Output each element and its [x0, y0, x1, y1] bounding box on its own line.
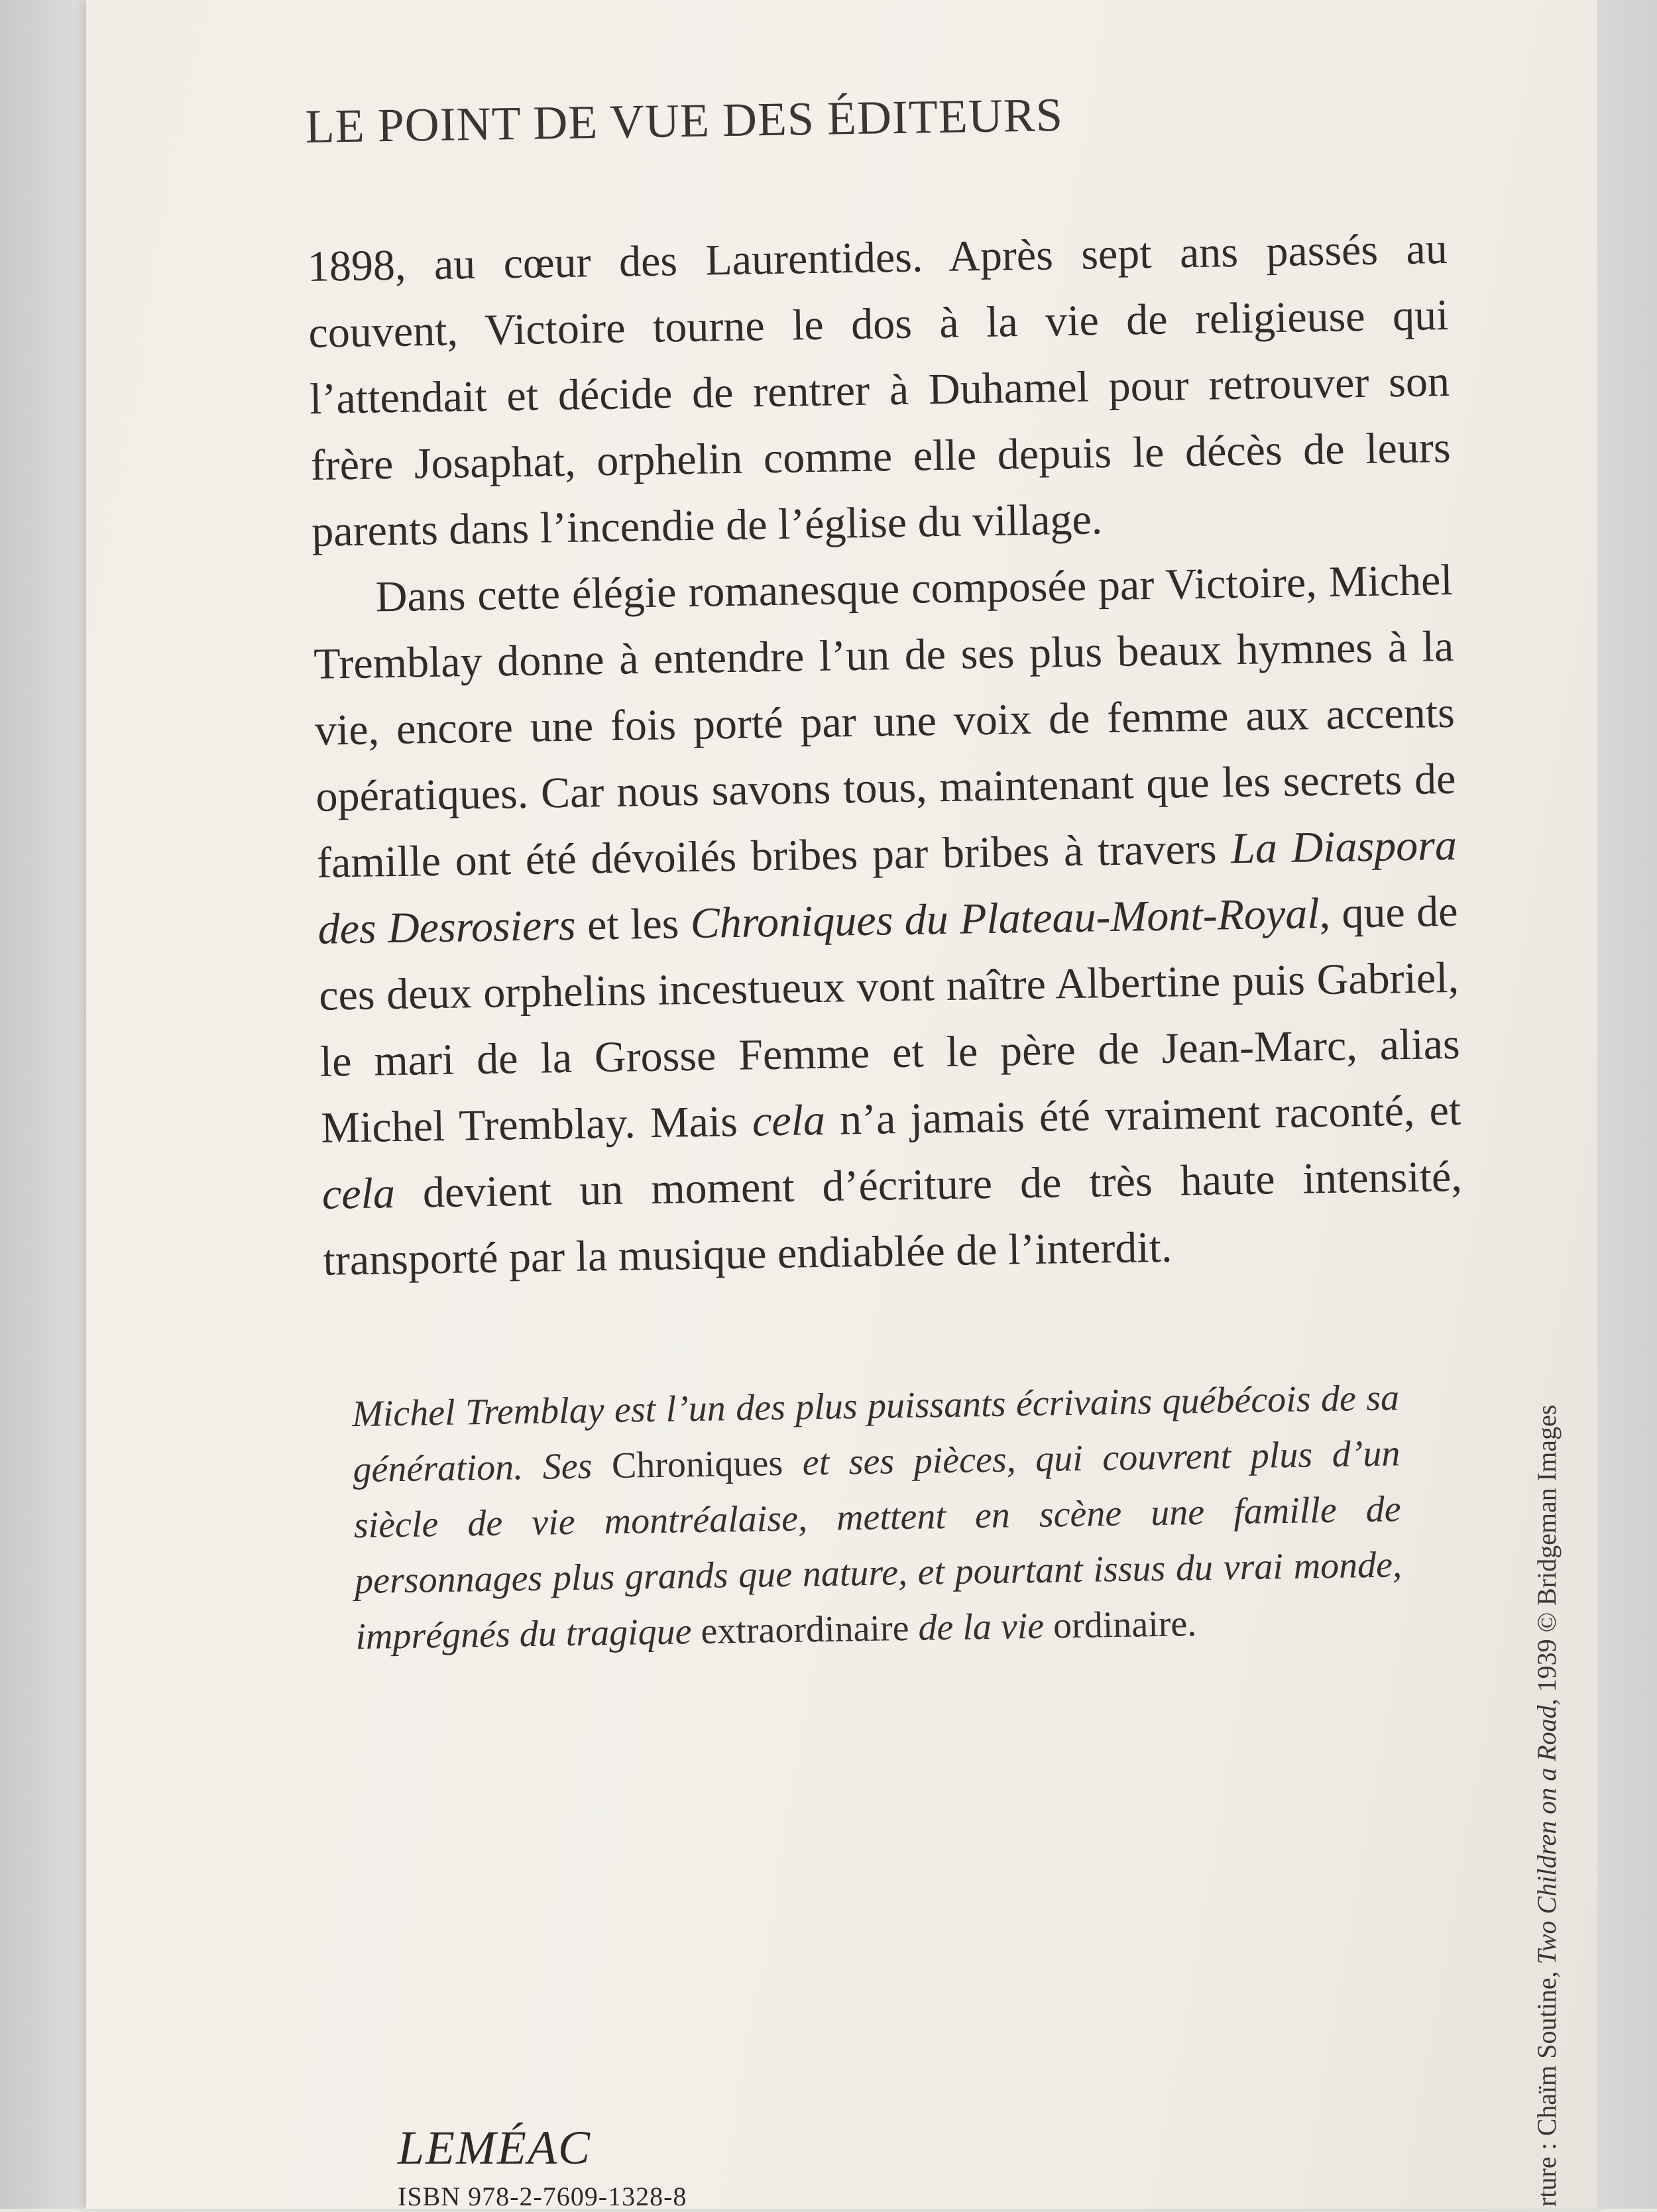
author-bio-ordinaire: ordinaire. [1053, 1603, 1197, 1647]
emphasis-cela-2: cela [321, 1169, 396, 1219]
credit-text-1: rture : Chaïm Soutine, [1532, 1964, 1562, 2207]
section-heading: LE POINT DE VUE DES ÉDITEURS [305, 88, 1064, 153]
publisher-block [398, 2121, 687, 2212]
synopsis-paragraph-2 [312, 547, 1463, 1294]
author-bio-text-3: de la vie [908, 1605, 1054, 1649]
publisher-logo: LEMÉAC [398, 2121, 591, 2174]
cover-text-block [305, 82, 1469, 1665]
emphasis-cela-1: cela [752, 1095, 826, 1146]
synopsis-paragraph-1: 1898, au cœur des Laurentides. Après sept ans passés au couvent, Victoire tourne le dos à la vie de religieuse qui l’attendait et décide de rentrer à Duhamel pour retrouver son frère Josaphat, orphelin comme elle depuis le décès de leurs parents dans l’incendie de l’église du village. [307, 224, 1452, 556]
background-right [1597, 0, 1657, 2209]
isbn-number: ISBN 978-2-7609-1328-8 [398, 2182, 687, 2211]
author-bio-text-1: Michel Tremblay est l’un des plus puissants écrivains québécois de sa génération. Ses [351, 1377, 1400, 1491]
credit-artwork-title: Two Children on a Road [1532, 1705, 1562, 1965]
author-bio-chroniques: Chroniques [611, 1442, 783, 1486]
author-bio-extraordinaire: extraordinaire [700, 1607, 909, 1652]
paragraph-2-text-1: Dans cette élégie romanesque composée par Victoire, Michel Tremblay donne à entendre l’un de ses plus beaux hymnes à la vie, encore une fois porté par une voix de femme aux accents opératiques. Car nous savons tous, maintenant que les secrets de famille ont été dévoilés bribes par bribes à travers [313, 555, 1456, 887]
book-title-chroniques: Chroniques du Plateau-Mont-Royal [690, 889, 1320, 948]
author-bio-text-2: et ses pièces, qui couvrent plus d’un siècle de vie montréalaise, mettent en scène une famille de personnages plus grands que nature, et pourtant issus du vrai monde, imprégnés du tragique [353, 1433, 1402, 1658]
author-bio [352, 1370, 1403, 1665]
paragraph-2-text-4: n’a jamais été vraiment raconté, et [825, 1085, 1461, 1144]
synopsis [307, 216, 1463, 1294]
cover-image-credit [1531, 1405, 1562, 2207]
credit-text-2: , 1939 © Bridgeman Images [1532, 1404, 1562, 1706]
background-left [0, 0, 99, 2209]
paragraph-2-text-2: et les [575, 899, 691, 950]
paragraph-2-text-5: devient un moment d’écriture de très haute intensité, transporté par la musique endiablée de l’interdit. [322, 1152, 1463, 1285]
book-title-diaspora: La Diaspora des Desrosiers [317, 820, 1457, 954]
paragraph-2-text-3: , que de ces deux orphelins incestueux vont naître Albertine puis Gabriel, le mari de la Grosse Femme et le père de Jean-Marc, alias Michel Tremblay. Mais [318, 887, 1461, 1152]
